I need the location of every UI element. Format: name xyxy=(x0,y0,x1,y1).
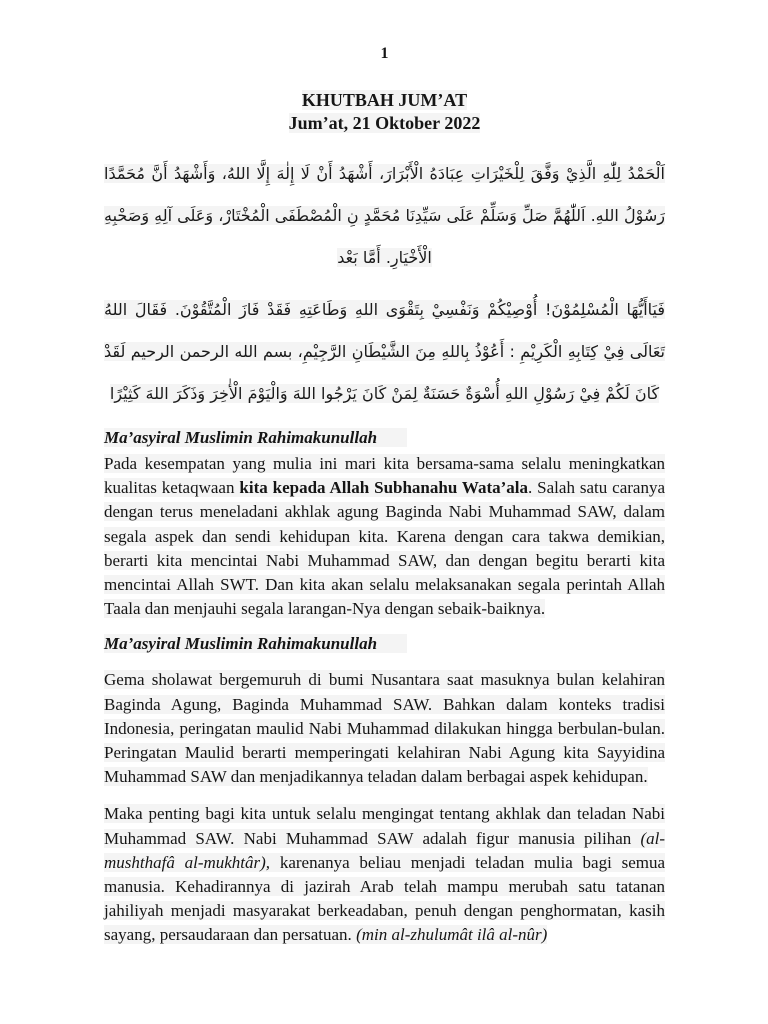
paragraph-1-bold-phrase: kita kepada Allah Subhanahu Wata’ala xyxy=(239,478,529,498)
paragraph-2-text: Gema sholawat bergemuruh di bumi Nusantara saat masuknya bulan kelahiran Baginda Agung, Baginda Muhammad SAW. Bahkan dalam konteks tradisi Indonesia, peringatan maulid Nabi Muhammad dilakukan hingga berbulan-bulan. Peringatan Maulid berarti memperingati kelahiran Nabi Agung kita Sayyidina Muhammad SAW dan menjadikannya teladan dalam berbagai aspek kehidupan. xyxy=(104,670,665,787)
page-number-text: 1 xyxy=(380,45,389,62)
document-date xyxy=(104,112,665,135)
paragraph-3 xyxy=(104,802,665,947)
paragraph-3-text-2: karenanya beliau menjadi teladan mulia bagi semua manusia. Kehadirannya di jazirah Arab telah mampu merubah satu tatanan jahiliyah menjadi masyarakat berkeadaban, penuh dengan penghormatan, kasih sayang, persaudaraan dan persatuan. xyxy=(104,852,666,945)
section-heading-1-text: Ma’asyiral Muslimin Rahimakunullah xyxy=(104,428,407,447)
arabic-opening-prayer xyxy=(104,153,665,279)
paragraph-2 xyxy=(104,668,665,789)
paragraph-1-text-before: Pada kesempatan yang mulia ini mari kita bersama-sama selalu meningkatkan kualitas ketaqwaan xyxy=(104,454,665,498)
paragraph-3-text-1: Maka penting bagi kita untuk selalu mengingat tentang akhlak dan teladan Nabi Muhammad SAW. Nabi Muhammad SAW adalah figur manusia pilihan xyxy=(104,804,665,848)
paragraph-3-italic-2: (min al-zhulumât ilâ al-nûr) xyxy=(356,925,548,945)
document-title-text: KHUTBAH JUM’AT xyxy=(301,90,468,110)
arabic-opening-text: اَلْحَمْدُ لِلّٰهِ الَّذِيْ وَفَّقَ لِلْخَيْرَاتِ عِبَادَهُ الْأَبْرَارَ، أَشْهَدُ أَنْ لَا إِلٰهَ إِلَّا اللهُ، وَأَشْهَدُ أَنَّ مُحَمَّدًا رَسُوْلُ اللهِ. اَللّٰهُمَّ صَلِّ وَسَلِّمْ عَلَى سَيِّدِنَا مُحَمَّدٍ نِ الْمُصْطَفَى الْمُخْتَارْ، وَعَلَى آلِهِ وَصَحْبِهِ الْأَخْيَارِ. أَمَّا بَعْد xyxy=(104,164,665,267)
section-heading-1 xyxy=(104,427,665,449)
paragraph-1-text-after: . Salah satu caranya dengan terus meneladani akhlak agung Baginda Nabi Muhammad SAW, dalam segala aspek dan sendi kehidupan kita. Karena dengan cara takwa demikian, berarti kita mencintai Nabi Muhammad SAW, dan dengan begitu berarti kita mencintai Allah SWT. Dan kita akan selalu melaksanakan segala perintah Allah Taala dan menjauhi segala larangan-Nya dengan sebaik-baiknya. xyxy=(104,478,665,619)
page-number xyxy=(104,44,665,64)
document-header xyxy=(104,89,665,135)
paragraph-1 xyxy=(104,452,665,621)
section-heading-2 xyxy=(104,633,665,655)
paragraph-3-italic-1: (al-mushthafâ al-mukhtâr), xyxy=(104,828,665,872)
arabic-wasiyyah-verse xyxy=(104,289,665,415)
document-title xyxy=(104,89,665,112)
arabic-wasiyyah-text: فَيَاأَيُّهَا الْمُسْلِمُوْنَ! أُوْصِيْكُمْ وَنَفْسِيْ بِتَقْوَى اللهِ وَطَاعَتِهِ فَقَدْ فَازَ الْمُتَّقُوْنَ. فَقَالَ اللهُ تَعَالَى فِيْ كِتَابِهِ الْكَرِيْمِ : أَعُوْذُ بِاللهِ مِنَ الشَّيْطَانِ الرَّجِيْمِ، بسم الله الرحمن الرحيم لَقَدْ كَانَ لَكُمْ فِيْ رَسُوْلِ اللهِ أُسْوَةٌ حَسَنَةٌ لِمَنْ كَانَ يَرْجُوا اللهَ وَالْيَوْمَ الْأٰخِرَ وَذَكَرَ اللهَ كَثِيْرًا xyxy=(104,300,665,403)
section-heading-2-text: Ma’asyiral Muslimin Rahimakunullah xyxy=(104,634,407,653)
document-date-text: Jum’at, 21 Oktober 2022 xyxy=(288,113,481,133)
page-content xyxy=(104,0,665,948)
